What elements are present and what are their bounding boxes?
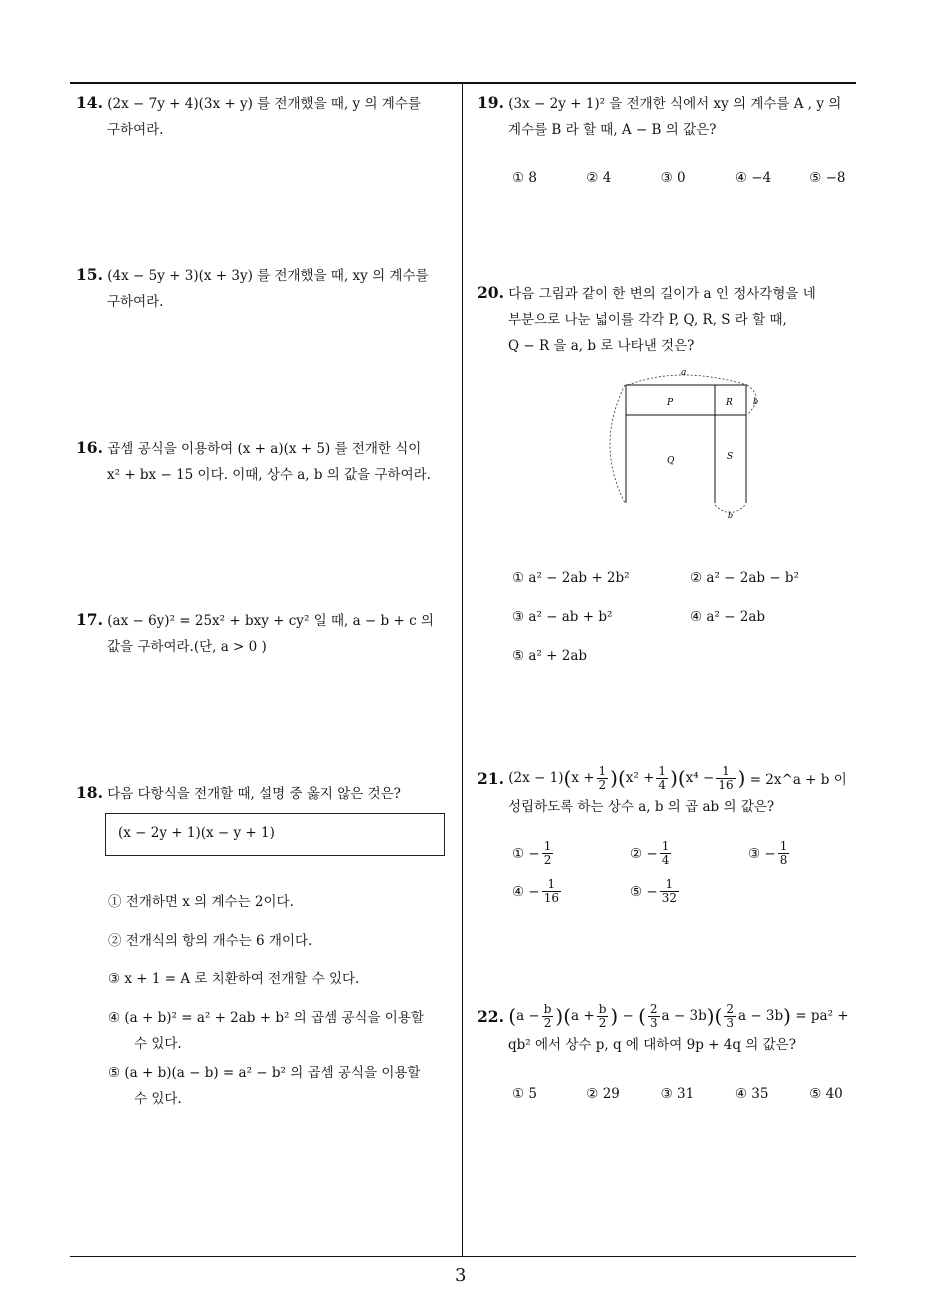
fig-label-bottom: b	[728, 511, 734, 520]
question-18	[76, 780, 456, 807]
question-text-cont: 구하여라.	[107, 294, 164, 310]
expression-text: (x − 2y + 1)(x − y + 1)	[118, 825, 275, 841]
q21-choice-1[interactable]: ① − $\frac{1}{2}$	[512, 839, 552, 867]
question-number: 20.	[477, 283, 504, 302]
question-text: (2x − 7y + 4)(3x + y) 를 전개했을 때, y 의 계수를	[107, 96, 421, 112]
q18-choice-5-cont: 수 있다.	[134, 1091, 182, 1107]
q20-choice-3[interactable]: ③ a² − ab + b²	[512, 609, 613, 625]
question-16	[76, 435, 456, 488]
q21-choice-3[interactable]: ③ − $\frac{1}{8}$	[748, 839, 788, 867]
q22-choice-2[interactable]: ② 29	[586, 1086, 620, 1102]
bottom-rule	[70, 1256, 856, 1257]
question-number: 18.	[76, 783, 103, 802]
q22-choice-1[interactable]: ① 5	[512, 1086, 537, 1102]
question-number: 21.	[477, 768, 504, 788]
question-text: 다음 그림과 같이 한 변의 길이가 a 인 정사각형을 네	[508, 286, 816, 302]
question-number: 15.	[76, 265, 103, 284]
question-text: (ax − 6y)² = 25x² + bxy + cy² 일 때, a − b + c 의	[107, 613, 434, 629]
question-text-cont: Q − R 을 a, b 로 나타낸 것은?	[508, 338, 695, 354]
q18-choice-3[interactable]: ③ x + 1 = A 로 치환하여 전개할 수 있다.	[108, 971, 360, 987]
question-20	[477, 280, 859, 359]
question-text-cont: 계수를 B 라 할 때, A − B 의 값은?	[508, 122, 717, 138]
q19-choice-4[interactable]: ④ −4	[734, 170, 772, 186]
question-text-cont: 구하여라.	[107, 122, 164, 138]
q20-choice-1[interactable]: ① a² − 2ab + 2b²	[512, 570, 630, 586]
q21-choice-2[interactable]: ② − $\frac{1}{4}$	[630, 839, 670, 867]
question-text-cont: 값을 구하여라.(단, a > 0 )	[107, 639, 267, 655]
column-divider	[462, 82, 463, 1256]
question-15	[76, 262, 456, 315]
fig-label-top: a	[681, 368, 687, 378]
question-text-cont: qb² 에서 상수 p, q 에 대하여 9p + 4q 의 값은?	[508, 1037, 796, 1053]
question-text-cont: 성립하도록 하는 상수 a, b 의 곱 ab 의 값은?	[508, 799, 775, 815]
question-number: 19.	[477, 93, 504, 112]
q19-choice-1[interactable]: ① 8	[512, 170, 537, 186]
q19-choice-2[interactable]: ② 4	[586, 170, 612, 186]
q18-choice-1[interactable]: ① 전개하면 x 의 계수는 2이다.	[108, 894, 294, 910]
q22-choices	[512, 1086, 843, 1102]
question-22	[477, 998, 862, 1056]
question-21: 21. (2x − 1) ( x + $\frac{1}{2}$ )( x² + $\frac{1}{4}$ )( x⁴ − $\frac{1}{16}$ ) = 2x^a + b 이 성립하도록 하는 상수 a, b 의 곱 ab 의 값은?	[477, 760, 862, 818]
question-14	[76, 90, 456, 143]
question-text: 곱셈 공식을 이용하여 (x + a)(x + 5) 를 전개한 식이	[107, 441, 422, 457]
fig-label-p: P	[667, 398, 674, 408]
q18-choice-2[interactable]: ② 전개식의 항의 개수는 6 개이다.	[108, 933, 313, 949]
q22-choice-5[interactable]: ⑤ 40	[809, 1086, 843, 1102]
question-number: 17.	[76, 610, 103, 629]
q21-choice-4[interactable]: ④ − $\frac{1}{16}$	[512, 877, 559, 905]
expr-product: ( a − $\frac{b}{2}$ )( a + $\frac{b}{2}$ ) − ( $\frac{2}{3}$ a − 3b )( $\frac{2}{3}$ a − 3b )	[508, 1001, 791, 1030]
fig-label-side: b	[753, 397, 759, 406]
question-text-cont: x² + bx − 15 이다. 이때, 상수 a, b 의 값을 구하여라.	[107, 467, 431, 483]
q18-choice-4[interactable]: ④ (a + b)² = a² + 2ab + b² 의 곱셈 공식을 이용할	[108, 1010, 424, 1026]
square-figure	[595, 365, 770, 525]
question-text-tail: = pa² +	[795, 1008, 849, 1024]
q19-choice-5[interactable]: ⑤ −8	[809, 170, 846, 186]
question-number: 16.	[76, 438, 103, 457]
expr-factors: (	[563, 766, 572, 790]
q22-choice-4[interactable]: ④ 35	[734, 1086, 769, 1102]
q18-choice-5[interactable]: ⑤ (a + b)(a − b) = a² − b² 의 곱셈 공식을 이용할	[108, 1065, 421, 1081]
question-text: (3x − 2y + 1)² 을 전개한 식에서 xy 의 계수를 A , y 의	[508, 96, 842, 112]
question-text-cont: 부분으로 나눈 넓이를 각각 P, Q, R, S 라 할 때,	[508, 312, 787, 328]
q21-choice-5[interactable]: ⑤ − $\frac{1}{32}$	[630, 877, 677, 905]
question-text: 다음 다항식을 전개할 때, 설명 중 옳지 않은 것은?	[107, 786, 401, 802]
q19-choice-3[interactable]: ③ 0	[660, 170, 686, 186]
question-text-tail: = 2x^a + b 이	[749, 772, 847, 788]
question-text: (2x − 1)	[508, 770, 564, 786]
question-text: (4x − 5y + 3)(x + 3y) 를 전개했을 때, xy 의 계수를	[107, 268, 429, 284]
q18-choice-4-cont: 수 있다.	[134, 1036, 182, 1052]
q20-choice-4[interactable]: ④ a² − 2ab	[690, 609, 766, 625]
q22-choice-3[interactable]: ③ 31	[660, 1086, 695, 1102]
q20-choice-5[interactable]: ⑤ a² + 2ab	[512, 648, 588, 664]
question-number: 22.	[477, 1006, 504, 1026]
q19-choices	[512, 170, 845, 186]
expression-box	[105, 813, 445, 856]
q20-choice-2[interactable]: ② a² − 2ab − b²	[690, 570, 799, 586]
page-number: 3	[455, 1265, 467, 1286]
question-17	[76, 607, 456, 660]
question-19	[477, 90, 859, 143]
fig-label-r: R	[726, 398, 733, 408]
fig-label-q: Q	[667, 456, 675, 466]
fig-label-s: S	[727, 452, 734, 462]
question-number: 14.	[76, 93, 103, 112]
